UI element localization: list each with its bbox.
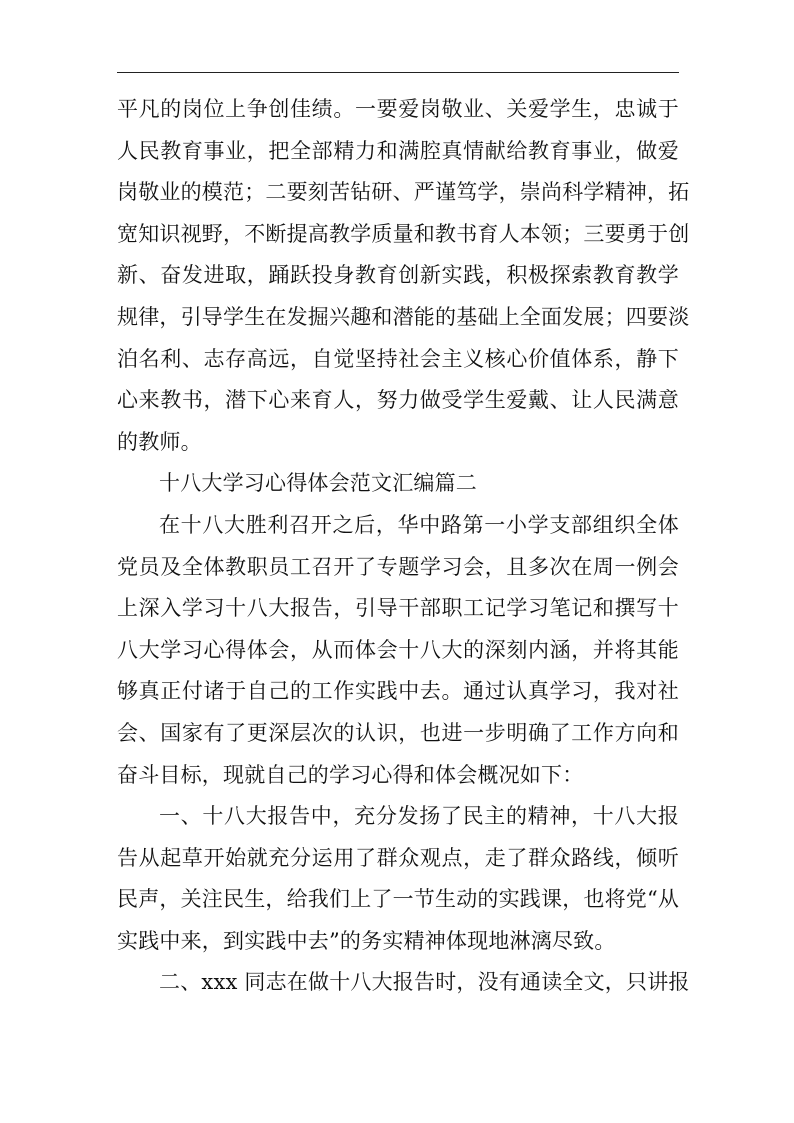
text-line: 够真正付诸于自己的工作实践中去。通过认真学习，我对社 bbox=[117, 679, 679, 704]
text-line: 告从起草开始就充分运用了群众观点，走了群众路线，倾听 bbox=[117, 845, 679, 870]
paragraph-point-one bbox=[117, 803, 679, 969]
section-heading bbox=[117, 470, 679, 512]
text-line: 民声，关注民生，给我们上了一节生动的实践课，也将党“从 bbox=[117, 887, 680, 912]
text-line: 平凡的岗位上争创佳绩。一要爱岗敬业、关爱学生，忠诚于 bbox=[117, 97, 679, 121]
paragraph-point-two bbox=[117, 969, 690, 1011]
paragraph-teacher-requirements bbox=[117, 96, 690, 470]
paragraph-intro bbox=[117, 512, 679, 803]
text-line: 实践中来，到实践中去”的务实精神体现地淋漓尽致。 bbox=[117, 928, 616, 953]
text-line: 一、十八大报告中，充分发扬了民主的精神，十八大报 bbox=[159, 804, 679, 829]
text-line: 上深入学习十八大报告，引导干部职工记学习笔记和撰写十 bbox=[117, 596, 679, 621]
text-line: 奋斗目标，现就自己的学习心得和体会概况如下： bbox=[117, 762, 584, 787]
text-line: 八大学习心得体会，从而体会十八大的深刻内涵，并将其能 bbox=[117, 637, 679, 662]
text-line: 规律，引导学生在发掘兴趣和潜能的基础上全面发展；四要淡 bbox=[117, 304, 690, 329]
text-line: 新、奋发进取，踊跃投身教育创新实践，积极探索教育教学 bbox=[117, 263, 679, 288]
text-line: 泊名利、志存高远，自觉坚持社会主义核心价值体系，静下 bbox=[117, 346, 679, 371]
text-line: 会、国家有了更深层次的认识，也进一步明确了工作方向和 bbox=[117, 720, 679, 745]
text-line: 岗敬业的模范；二要刻苦钻研、严谨笃学，崇尚科学精神，拓 bbox=[117, 180, 690, 205]
text-line: 党员及全体教职员工召开了专题学习会，且多次在周一例会 bbox=[117, 554, 679, 579]
header-rule bbox=[117, 72, 679, 73]
text-line: 宽知识视野，不断提高教学质量和教书育人本领；三要勇于创 bbox=[117, 221, 690, 246]
text-line: 二、xxx 同志在做十八大报告时，没有通读全文，只讲报 bbox=[159, 970, 690, 995]
text-line: 人民教育事业，把全部精力和满腔真情献给教育事业，做爱 bbox=[117, 138, 679, 163]
section-heading-text: 十八大学习心得体会范文汇编篇二 bbox=[159, 471, 477, 496]
text-line: 在十八大胜利召开之后，华中路第一小学支部组织全体 bbox=[159, 512, 679, 537]
document-body bbox=[117, 96, 690, 1011]
text-line: 心来教书，潜下心来育人，努力做受学生爱戴、让人民满意 bbox=[117, 388, 679, 413]
text-line: 的教师。 bbox=[117, 429, 202, 454]
